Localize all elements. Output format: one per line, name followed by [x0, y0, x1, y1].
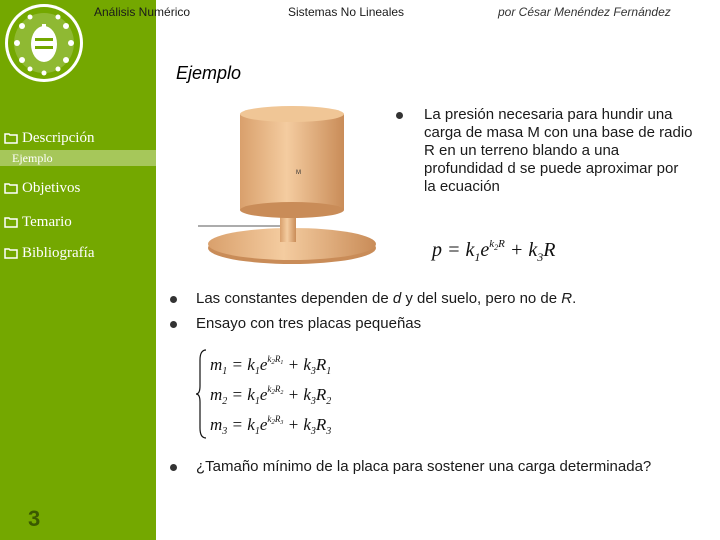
var-d: d: [392, 290, 402, 307]
bullet-constants-mid: y del suelo, pero no de: [401, 290, 562, 307]
nav-label-descripcion: Descripción: [22, 129, 95, 146]
load-plate-illustration: [192, 100, 392, 268]
svg-text:p = k1ek2R + k3R: $p = k_1e^k2R + k_3R$: [432, 238, 556, 264]
header-author: por César Menéndez Fernández: [498, 5, 671, 19]
bullet-dot: [396, 112, 403, 119]
equation-system: [196, 346, 366, 442]
header-course: Análisis Numérico: [94, 5, 191, 19]
folder-icon: [4, 182, 18, 194]
bullet-constants-end: .: [572, 290, 577, 307]
nav-label-bibliografia: Bibliografía: [22, 244, 95, 261]
svg-text:m3 = k1ek2R3 + k3R3: $m_3 = k_1e^k2R3 + k_3R_3$: [210, 414, 332, 437]
svg-text:m2 = k1ek2R2 + k3R2: $m_2 = k_1e^k2R2 + k_3R_2$: [210, 384, 332, 407]
svg-text:m1 = k1ek2R1 + k3R1: $m_1 = k_1e^k2R1 + k_3R_1$: [210, 354, 332, 377]
bullet-dot: [170, 464, 177, 471]
var-r: R: [561, 290, 573, 307]
page-number: 3: [28, 506, 41, 531]
folder-open-icon: [4, 132, 18, 144]
pressure-formula: [430, 232, 600, 266]
bullet-pressure-text: La presión necesaria para hundir una carga de masa M con una base de radio R en un terreno blando a una profundidad d se puede aproximar por la ecuación: [424, 106, 693, 195]
folder-icon: [4, 247, 18, 259]
nav-item-descripcion[interactable]: [0, 128, 156, 148]
svg-text:M: M: [296, 170, 301, 176]
bullet-dot: [170, 296, 177, 303]
bullet-dot: [170, 321, 177, 328]
bullet-test-text: Ensayo con tres placas pequeñas: [196, 315, 422, 332]
header-topic: Sistemas No Lineales: [288, 5, 405, 19]
bullet-constants-prefix: Las constantes dependen de: [196, 290, 393, 307]
folder-icon: [4, 216, 18, 228]
nav-item-bibliografia[interactable]: [0, 243, 156, 263]
university-logo: [2, 2, 86, 84]
nav-label-objetivos: Objetivos: [22, 179, 81, 196]
bullet-constants: [196, 290, 706, 308]
nav-item-temario[interactable]: [0, 212, 156, 232]
nav-subitem-ejemplo[interactable]: Ejemplo: [0, 150, 156, 166]
nav-label-temario: Temario: [22, 213, 72, 230]
bullet-question: ¿Tamaño mínimo de la placa para sostener una carga determinada?: [196, 458, 652, 475]
slide-title: Ejemplo: [176, 63, 242, 83]
nav-item-objetivos[interactable]: [0, 178, 156, 198]
